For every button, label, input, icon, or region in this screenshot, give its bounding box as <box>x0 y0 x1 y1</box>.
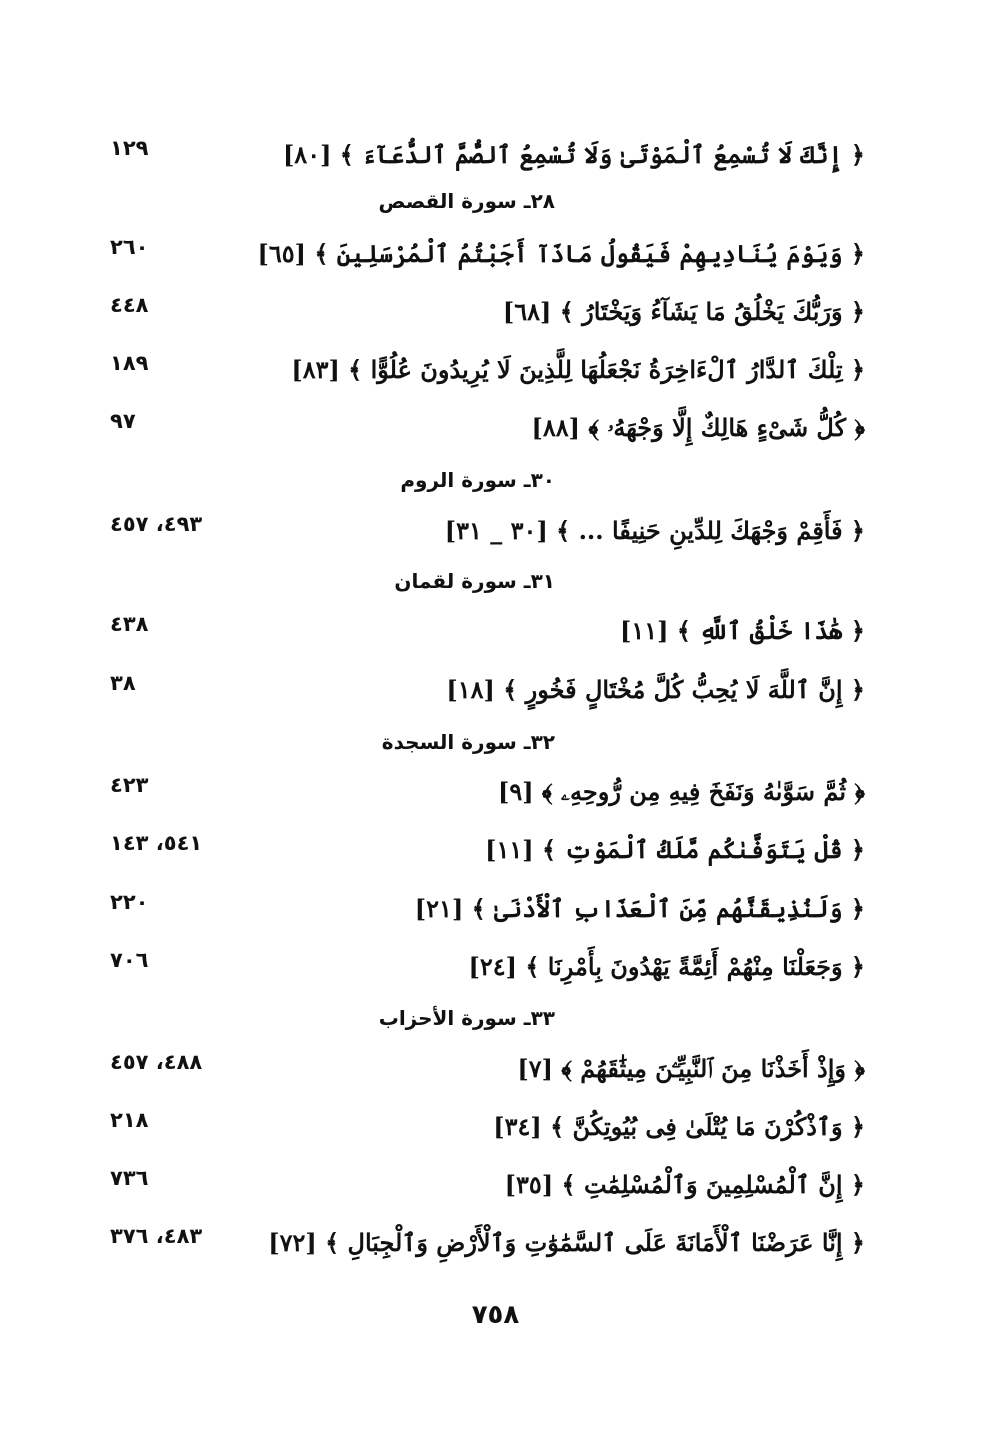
list-item <box>100 1168 865 1212</box>
list-item <box>100 411 865 455</box>
ayah-text: ﴿ وَٱذْكُرْنَ مَا يُتْلَىٰ فِى بُيُوتِكُنَّ ﴾ [٣٤] <box>493 1112 865 1141</box>
page-number: ٧٥٨ <box>471 1300 520 1330</box>
list-item <box>100 1226 865 1270</box>
ayah-text: ﴿ وَيَوْمَ يُنَادِيهِمْ فَيَقُولُ مَاذَآ أَجَبْتُمُ ٱلْمُرْسَلِينَ ﴾ [٦٥] <box>257 239 865 268</box>
page-reference: ٤٨٨، ٤٥٧ <box>110 1050 203 1074</box>
ayah-text: ﴿ فَأَقِمْ وَجْهَكَ لِلدِّينِ حَنِيفًا ... ﴾ [٣٠ _ ٣١] <box>444 516 865 545</box>
list-item <box>100 1052 865 1096</box>
page-reference: ٩٧ <box>110 409 136 433</box>
page-reference: ٧٣٦ <box>110 1166 149 1190</box>
list-item <box>100 514 865 558</box>
ayah-text: ﴿ إِنَّ ٱللَّهَ لَا يُحِبُّ كُلَّ مُخْتَالٍ فَخُورٍ ﴾ [١٨] <box>446 675 865 704</box>
ayah-text: ﴿ كُلُّ شَىْءٍ هَالِكٌ إِلَّا وَجْهَهُۥ ﴾ [٨٨] <box>531 413 865 442</box>
ayah-text: ﴿ إِنَّا عَرَضْنَا ٱلْأَمَانَةَ عَلَى ٱلسَّمَٰوَٰتِ وَٱلْأَرْضِ وَٱلْجِبَالِ ﴾ [٧٢] <box>268 1228 865 1257</box>
list-item <box>100 775 865 819</box>
ayah-text: ﴿ وَجَعَلْنَا مِنْهُمْ أَئِمَّةً يَهْدُونَ بِأَمْرِنَا ﴾ [٢٤] <box>468 952 865 981</box>
list-item <box>100 892 865 936</box>
surah-heading: ٣٣ـ سورة الأحزاب <box>378 1006 555 1030</box>
surah-heading: ٣٠ـ سورة الروم <box>400 468 555 492</box>
page-reference: ١٨٩ <box>110 351 149 375</box>
ayah-text: ﴿ وَلَنُذِيقَنَّهُم مِّنَ ٱلْعَذَابِ ٱلْأَدْنَىٰ ﴾ [٢١] <box>414 894 865 923</box>
page-reference: ٤٩٣، ٤٥٧ <box>110 512 203 536</box>
page-reference: ٥٤١، ١٤٣ <box>110 831 203 855</box>
ayah-text: ﴿ تِلْكَ ٱلدَّارُ ٱلْءَاخِرَةُ نَجْعَلُهَا لِلَّذِينَ لَا يُرِيدُونَ عُلُوًّا ﴾ [٨٣] <box>291 355 865 384</box>
list-item <box>100 673 865 717</box>
list-item <box>100 237 865 281</box>
page-reference: ٤٢٣ <box>110 773 149 797</box>
ayah-text: ﴿ هَٰذَا خَلْقُ ٱللَّهِ ﴾ [١١] <box>620 616 865 645</box>
page-reference: ١٢٩ <box>110 136 149 160</box>
ayah-text: ﴿ إِنَّ ٱلْمُسْلِمِينَ وَٱلْمُسْلِمَٰتِ ﴾ [٣٥] <box>504 1170 865 1199</box>
ayah-text: ﴿ وَرَبُّكَ يَخْلُقُ مَا يَشَآءُ وَيَخْتَارُ ﴾ [٦٨] <box>502 297 865 326</box>
page-reference: ٢٦٠ <box>110 235 149 259</box>
list-item <box>100 138 865 182</box>
surah-heading: ٣٢ـ سورة السجدة <box>381 730 555 754</box>
page-reference: ٧٠٦ <box>110 948 149 972</box>
page-reference: ٤٨٣، ٣٧٦ <box>110 1224 203 1248</box>
ayah-text: ﴿ ثُمَّ سَوَّىٰهُ وَنَفَخَ فِيهِ مِن رُّوحِهِۦ ﴾ [٩] <box>497 777 865 806</box>
page-reference: ٤٣٨ <box>110 612 149 636</box>
list-item <box>100 295 865 339</box>
surah-heading: ٢٨ـ سورة القصص <box>378 189 555 213</box>
page-reference: ٣٨ <box>110 671 136 695</box>
list-item <box>100 353 865 397</box>
list-item <box>100 833 865 877</box>
list-item <box>100 1110 865 1154</box>
ayah-text: ﴿ قُلْ يَتَوَفَّىٰكُم مَّلَكُ ٱلْمَوْتِ ﴾ [١١] <box>485 835 865 864</box>
list-item <box>100 950 865 994</box>
ayah-text: ﴿ إِنَّكَ لَا تُسْمِعُ ٱلْمَوْتَىٰ وَلَا تُسْمِعُ ٱلصُّمَّ ٱلدُّعَآءَ ﴾ [٨٠] <box>282 140 865 169</box>
list-item <box>100 614 865 658</box>
page-reference: ٢٢٠ <box>110 890 149 914</box>
ayah-text: ﴿ وَإِذْ أَخَذْنَا مِنَ ٱلنَّبِيِّـۧنَ مِيثَٰقَهُمْ ﴾ [٧] <box>517 1054 865 1083</box>
surah-heading: ٣١ـ سورة لقمان <box>394 569 555 593</box>
page-reference: ٤٤٨ <box>110 293 149 317</box>
page-reference: ٢١٨ <box>110 1108 149 1132</box>
